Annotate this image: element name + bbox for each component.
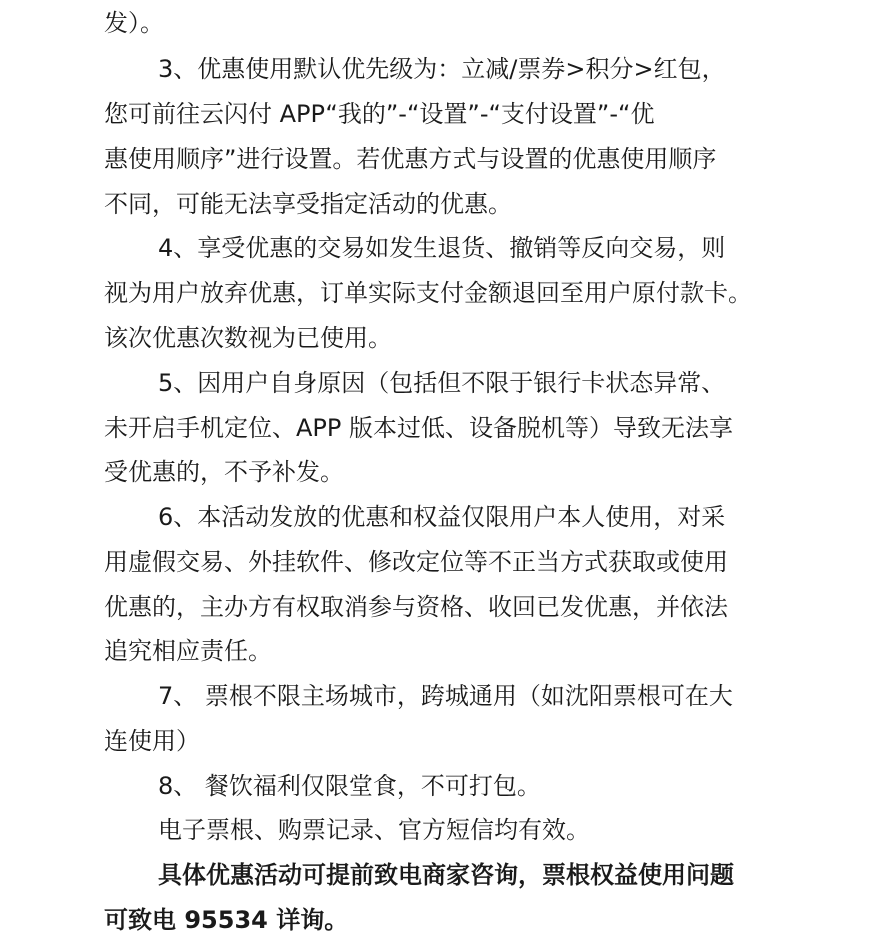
text-line: 优惠的，主办方有权取消参与资格、收回已发优惠，并依法 [104, 593, 728, 621]
text-line: 惠使用顺序”进行设置。若优惠方式与设置的优惠使用顺序 [104, 145, 717, 173]
clause-7-line: 7、 票根不限主场城市，跨城通用（如沈阳票根可在大 [158, 682, 733, 710]
clause-3-line: 3、优惠使用默认优先级为：立减/票券>积分>红包， [158, 55, 726, 83]
clause-4-line: 4、享受优惠的交易如发生退货、撤销等反向交易，则 [158, 234, 726, 262]
text-line: 连使用） [104, 727, 200, 755]
contact-note-line: 可致电 95534 详询。 [104, 906, 349, 934]
text-line: 追究相应责任。 [104, 637, 272, 665]
clause-6-line: 6、本活动发放的优惠和权益仅限用户本人使用，对采 [158, 503, 726, 531]
text-line: 发）。 [104, 9, 164, 37]
text-line: 用虚假交易、外挂软件、修改定位等不正当方式获取或使用 [104, 548, 728, 576]
text-line: 视为用户放弃优惠，订单实际支付金额退回至用户原付款卡。 [104, 279, 752, 307]
text-line: 您可前往云闪付 APP“我的”-“设置”-“支付设置”-“优 [104, 100, 655, 128]
text-line: 电子票根、购票记录、官方短信均有效。 [158, 816, 590, 844]
text-line: 未开启手机定位、APP 版本过低、设备脱机等）导致无法享 [104, 414, 733, 442]
text-line: 受优惠的，不予补发。 [104, 458, 344, 486]
contact-note-line: 具体优惠活动可提前致电商家咨询，票根权益使用问题 [158, 861, 734, 889]
clause-8-line: 8、 餐饮福利仅限堂食，不可打包。 [158, 772, 541, 800]
clause-5-line: 5、因用户自身原因（包括但不限于银行卡状态异常、 [158, 369, 726, 397]
text-line: 不同，可能无法享受指定活动的优惠。 [104, 190, 512, 218]
text-line: 该次优惠次数视为已使用。 [104, 324, 392, 352]
